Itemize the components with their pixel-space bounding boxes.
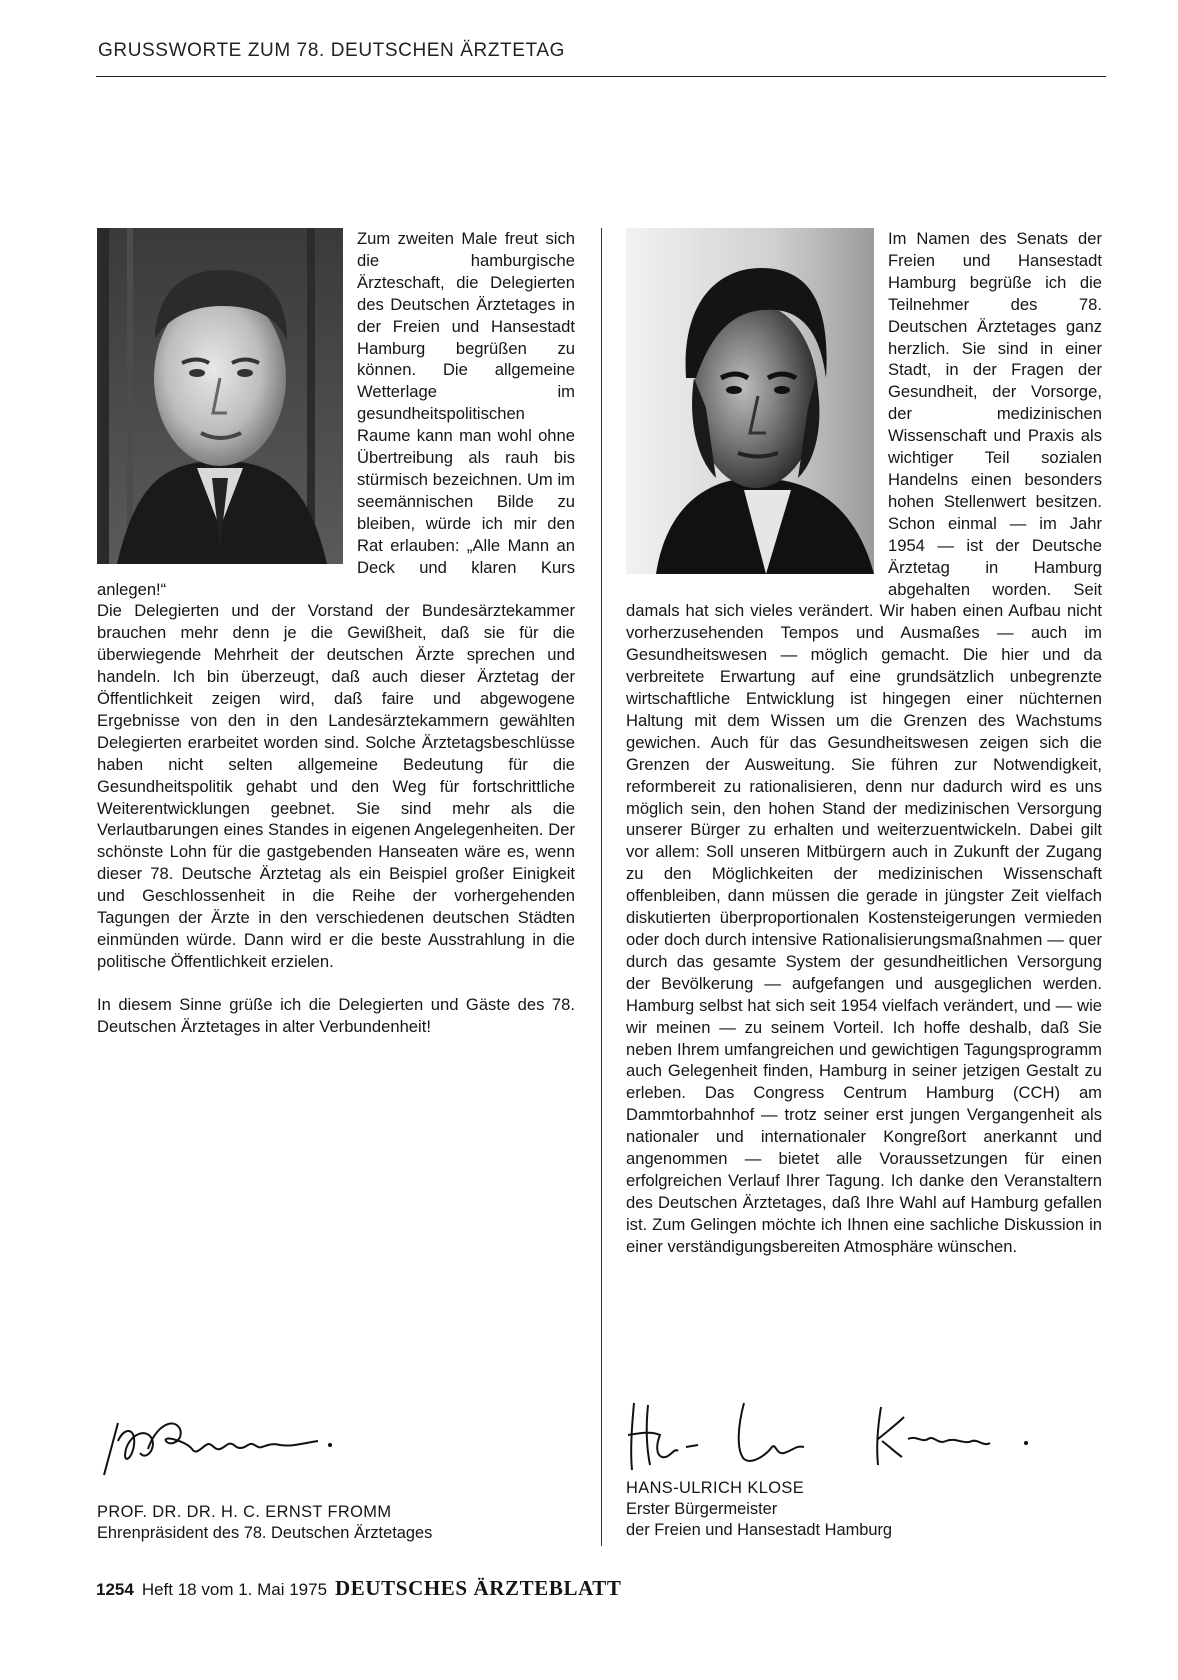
- right-column: [626, 228, 1102, 1258]
- portrait-photo-icon: [97, 228, 343, 564]
- header-title: GRUSSWORTE ZUM 78. DEUTSCHEN ÄRZTETAG: [98, 40, 565, 61]
- signatory-role-line-1: Erster Bürgermeister: [626, 1500, 778, 1518]
- page-header: [96, 40, 1106, 77]
- signatory-name: HANS-ULRICH KLOSE: [626, 1479, 805, 1497]
- handwritten-signature-icon: [96, 1405, 416, 1487]
- portrait-photo-klose: [626, 228, 874, 574]
- signatory-role: Ehrenpräsident des 78. Deutschen Ärztetages: [97, 1524, 433, 1542]
- left-paragraph-1: Zum zweiten Male freut sich die hamburgische Ärzteschaft, die Delegierten des Deutschen Ärztetages in der Freien und Hansestadt Hamburg begrüßen zu können. Die allgemeine Wetterlage im gesundheitspolitischen Raume kann man wohl ohne Übertreibung als rauh bis stürmisch bezeichnen. Um im seemännischen Bilde zu bleiben, würde ich mir den Rat erlauben: „Alle Mann an Deck und klaren Kurs anlegen!“: [97, 229, 575, 599]
- journal-name: DEUTSCHES ÄRZTEBLATT: [335, 1576, 622, 1600]
- signatory-role-line-2: der Freien und Hansestadt Hamburg: [626, 1521, 893, 1539]
- column-divider: [601, 228, 602, 1546]
- signatory-name: PROF. DR. DR. H. C. ERNST FROMM: [97, 1503, 392, 1521]
- signatory-fromm: [97, 1502, 432, 1544]
- left-paragraph-2: Die Delegierten und der Vorstand der Bundesärztekammer brauchen mehr denn je die Gewißheit, daß sie für die überwiegende Mehrheit der deutschen Ärzte sprechen und handeln. Ich bin überzeugt, daß auch dieser Ärztetag der Öffentlichkeit zeigen wird, daß faire und abgewogene Ergebnisse von den in den Landesärztekammern gewählten Delegierten erarbeitet worden sind. Solche Ärztetagsbeschlüsse haben nicht selten allgemeine Bedeutung für die Gesundheitspolitik gehabt und den Weg für fortschrittliche Weiterentwicklungen geebnet. Sie sind mehr als die Verlautbarungen eines Standes in eigenen Angelegenheiten. Der schönste Lohn für die gastgebenden Hanseaten wäre es, wenn dieser 78. Deutsche Ärztetag als ein Beispiel großer Einigkeit und Geschlossenheit in die Reihe der vorhergehenden Tagungen der Ärzte in den verschiedenen deutschen Städten einmünden würde. Dann wird er die beste Ausstrahlung in die politische Öffentlichkeit erzielen.: [97, 601, 575, 971]
- portrait-photo-icon: [626, 228, 874, 574]
- page-footer: [96, 1576, 622, 1601]
- page-number: 1254: [96, 1580, 134, 1599]
- handwritten-signature-icon: [626, 1395, 1056, 1475]
- issue-info: Heft 18 vom 1. Mai 1975: [141, 1580, 328, 1599]
- left-column: [97, 228, 575, 1038]
- signature-fromm: [96, 1405, 416, 1487]
- left-paragraph-3: In diesem Sinne grüße ich die Delegierten und Gäste des 78. Deutschen Ärztetages in alter Verbundenheit!: [97, 994, 575, 1036]
- portrait-photo-fromm: [97, 228, 343, 564]
- signatory-klose: [626, 1478, 892, 1541]
- right-paragraph-1: Im Namen des Senats der Freien und Hansestadt Hamburg begrüße ich die Teilnehmer des 78. Deutschen Ärztetages ganz herzlich. Sie sind in einer Stadt, in der Fragen der Gesundheit, der Vorsorge, der medizinischen Wissenschaft und Praxis als wichtiger Teil sozialen Handelns einen besonders hohen Stellenwert besitzen. Schon einmal — im Jahr 1954 — ist der Deutsche Ärztetag in Hamburg abgehalten worden. Seit damals hat sich vieles verändert. Wir haben einen Aufbau nicht vorherzusehenden Tempos und Ausmaßes — auch im Gesundheitswesen — möglich gemacht. Die hier und da verbreitete Erwartung auf eine grundsätzlich unbegrenzte wirtschaftliche Entwicklung ist hingegen einer nüchternen Haltung mit dem Wissen um die Grenzen des Wachstums gewichen. Auch für das Gesundheitswesen zeigen sich die Grenzen der Ausweitung. Sie führen zur Notwendigkeit, reformbereit zu rationalisieren, denn nur dadurch wird es uns möglich sein, den hohen Stand der medizinischen Versorgung unserer Bürger zu erhalten und weiterzuentwickeln. Dabei gilt vor allem: Soll unseren Mitbürgern auch in Zukunft der Zugang zu den Möglichkeiten der medizinischen Wissenschaft offenbleiben, dann müssen die gerade in jüngster Zeit vielfach diskutierten überproportionalen Kostensteigerungen vermieden oder doch durch intensive Rationalisierungsmaßnahmen — quer durch das gesamte System der gesundheitlichen Versorgung der Bevölkerung — aufgefangen und ausgeglichen werden. Hamburg selbst hat sich seit 1954 vielfach verändert, und — wie wir meinen — zu seinem Vorteil. Ich hoffe deshalb, daß Sie neben Ihrem umfangreichen und gewichtigen Tagungsprogramm auch Gelegenheit finden, Hamburg in seiner jetzigen Gestalt zu erleben. Das Congress Centrum Hamburg (CCH) am Dammtorbahnhof — trotz seiner erst jungen Vergangenheit als nationaler und internationaler Kongreßort anerkannt und angenommen — bietet alle Voraussetzungen für einen erfolgreichen Verlauf Ihrer Tagung. Ich danke den Veranstaltern des Deutschen Ärztetages, daß Ihre Wahl auf Hamburg gefallen ist. Zum Gelingen möchte ich Ihnen eine sachliche Diskussion in einer verständigungsbereiten Atmosphäre wünschen.: [626, 229, 1102, 1256]
- signature-klose: [626, 1395, 1056, 1475]
